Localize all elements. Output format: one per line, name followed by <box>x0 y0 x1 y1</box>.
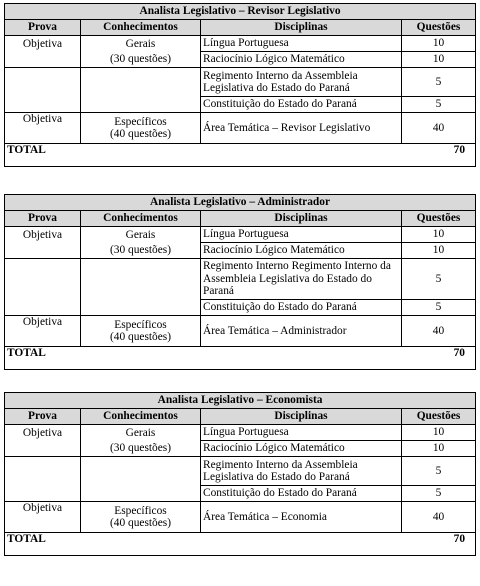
table-row <box>5 441 476 457</box>
total-value: 70 <box>201 144 476 167</box>
table-row <box>5 259 476 300</box>
header-prova: Prova <box>5 20 81 36</box>
header-questoes: Questões <box>402 409 476 425</box>
table-title: Analista Legislativo – Economista <box>5 393 476 409</box>
table-row <box>5 97 476 113</box>
exam-table-economista <box>4 392 476 556</box>
disciplina-cell: Constituição do Estado do Paraná <box>201 300 402 316</box>
disciplina-cell: Área Temática – Economia <box>201 502 402 533</box>
disciplina-cell: Regimento Interno da Assembleia Legislativa do Estado do Paraná <box>201 457 402 486</box>
disciplina-cell: Constituição do Estado do Paraná <box>201 486 402 502</box>
disciplina-cell: Língua Portuguesa <box>201 425 402 441</box>
questoes-cell: 10 <box>402 425 476 441</box>
table-row <box>5 502 476 533</box>
table-title: Analista Legislativo – Revisor Legislativo <box>5 4 476 20</box>
total-label: TOTAL <box>5 347 201 370</box>
table-row <box>5 300 476 316</box>
questoes-cell: 5 <box>402 300 476 316</box>
conhecimento-count-cell: (30 questões) <box>81 441 201 457</box>
conhecimento-count: (40 questões) <box>109 128 172 140</box>
exam-table-administrador <box>4 194 476 370</box>
conhecimento-cell: Gerais <box>81 227 201 243</box>
questoes-cell: 10 <box>402 36 476 52</box>
conhecimento-cell: Gerais <box>81 425 201 441</box>
conhecimento-count: (40 questões) <box>109 331 172 343</box>
table-row <box>5 243 476 259</box>
disciplina-cell: Língua Portuguesa <box>201 36 402 52</box>
questoes-cell: 10 <box>402 441 476 457</box>
exam-table-revisor <box>4 3 476 167</box>
prova-cell: Objetiva <box>5 227 81 243</box>
questoes-cell: 40 <box>402 113 476 144</box>
header-conhecimentos: Conhecimentos <box>81 211 201 227</box>
questoes-cell: 5 <box>402 259 476 300</box>
table-row <box>5 486 476 502</box>
table-row <box>5 316 476 347</box>
conhecimento-cell <box>81 502 201 533</box>
questoes-cell: 5 <box>402 486 476 502</box>
header-disciplinas: Disciplinas <box>201 409 402 425</box>
questoes-cell: 10 <box>402 52 476 68</box>
disciplina-cell: Língua Portuguesa <box>201 227 402 243</box>
table-row <box>5 36 476 52</box>
total-value: 70 <box>201 347 476 370</box>
conhecimento-cell <box>81 113 201 144</box>
questoes-cell: 40 <box>402 316 476 347</box>
conhecimento-cell <box>81 316 201 347</box>
total-value: 70 <box>201 533 476 556</box>
prova-cell: Objetiva <box>5 36 81 52</box>
questoes-cell: 5 <box>402 97 476 113</box>
questoes-cell: 5 <box>402 68 476 97</box>
disciplina-cell: Regimento Interno da Assembleia Legislativa do Estado do Paraná <box>201 68 402 97</box>
disciplina-cell: Regimento Interno Regimento Interno da Assembleia Legislativa do Estado do Paraná <box>201 259 402 300</box>
header-prova: Prova <box>5 211 81 227</box>
disciplina-cell: Área Temática – Revisor Legislativo <box>201 113 402 144</box>
table-row <box>5 227 476 243</box>
prova-cell: Objetiva <box>5 316 81 347</box>
total-row <box>5 347 476 370</box>
header-questoes: Questões <box>402 211 476 227</box>
disciplina-cell: Área Temática – Administrador <box>201 316 402 347</box>
header-prova: Prova <box>5 409 81 425</box>
total-label: TOTAL <box>5 144 201 167</box>
prova-cell: Objetiva <box>5 425 81 441</box>
table-row <box>5 113 476 144</box>
questoes-cell: 10 <box>402 243 476 259</box>
table-row <box>5 52 476 68</box>
conhecimento-label: Específicos <box>114 318 167 331</box>
conhecimento-label: Específicos <box>114 504 167 517</box>
disciplina-cell: Raciocínio Lógico Matemático <box>201 243 402 259</box>
header-questoes: Questões <box>402 20 476 36</box>
questoes-cell: 5 <box>402 457 476 486</box>
prova-cell: Objetiva <box>5 502 81 533</box>
header-conhecimentos: Conhecimentos <box>81 20 201 36</box>
total-label: TOTAL <box>5 533 201 556</box>
conhecimento-count: (40 questões) <box>109 517 172 529</box>
table-title: Analista Legislativo – Administrador <box>5 195 476 211</box>
header-disciplinas: Disciplinas <box>201 211 402 227</box>
disciplina-cell: Raciocínio Lógico Matemático <box>201 52 402 68</box>
disciplina-cell: Constituição do Estado do Paraná <box>201 97 402 113</box>
table-row <box>5 68 476 97</box>
total-row <box>5 144 476 167</box>
conhecimento-count-cell: (30 questões) <box>81 52 201 68</box>
prova-cell: Objetiva <box>5 113 81 144</box>
conhecimento-count-cell: (30 questões) <box>81 243 201 259</box>
conhecimento-label: Específicos <box>114 115 167 128</box>
header-conhecimentos: Conhecimentos <box>81 409 201 425</box>
header-disciplinas: Disciplinas <box>201 20 402 36</box>
questoes-cell: 10 <box>402 227 476 243</box>
total-row <box>5 533 476 556</box>
questoes-cell: 40 <box>402 502 476 533</box>
conhecimento-cell: Gerais <box>81 36 201 52</box>
table-row <box>5 457 476 486</box>
table-row <box>5 425 476 441</box>
disciplina-cell: Raciocínio Lógico Matemático <box>201 441 402 457</box>
